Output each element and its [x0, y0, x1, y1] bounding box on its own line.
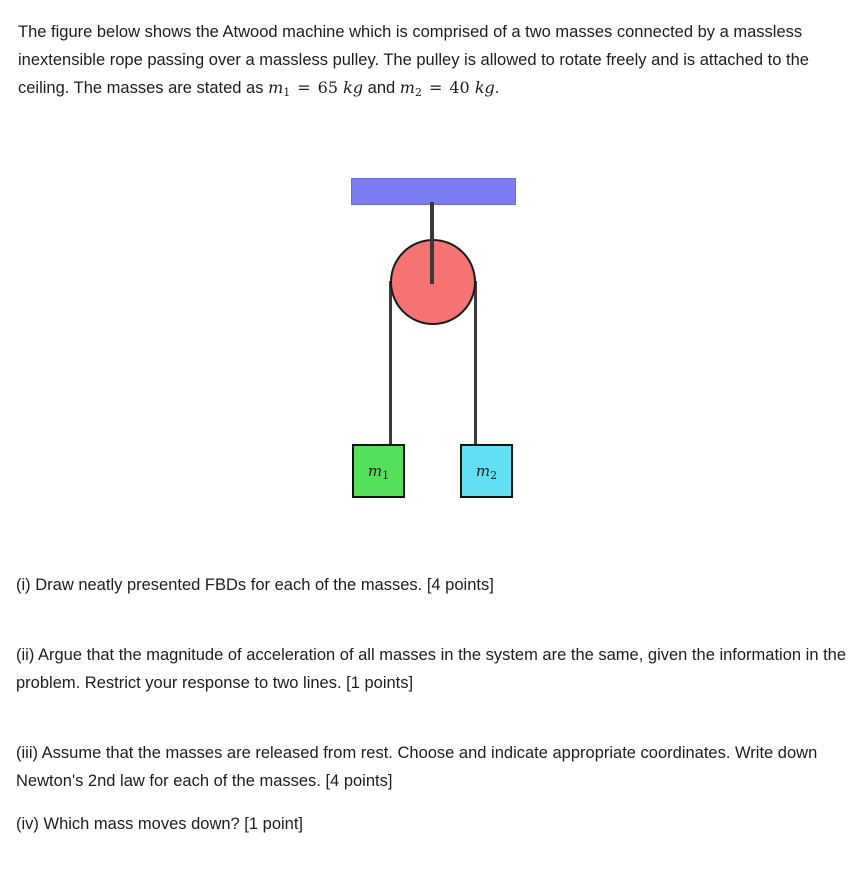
ceiling-bar — [351, 178, 516, 205]
mass-m1-label-symbol: m — [367, 462, 383, 480]
m2-symbol: m — [399, 78, 415, 97]
sentence-period: . — [494, 79, 500, 97]
question-iv: (iv) Which mass moves down? [1 point] — [16, 815, 304, 833]
rope-left-segment — [389, 281, 392, 446]
m1-subscript: 1 — [283, 86, 291, 99]
m2-unit: kg — [474, 78, 495, 97]
m2-equals-sign: = — [428, 78, 443, 97]
m1-equals-sign: = — [297, 78, 311, 97]
rope-right-segment — [474, 281, 477, 446]
question-iii: (iii) Assume that the masses are released from rest. Choose and indicate appropriate coordinates. Write down Newton's 2nd law for each of the masses. [4 points] — [16, 744, 818, 790]
question-i: (i) Draw neatly presented FBDs for each of the masses. [4 points] — [16, 576, 494, 594]
mass-m1-label — [368, 462, 389, 480]
mass-m2-label-subscript: 2 — [490, 469, 498, 482]
mass-m2-label-symbol: m — [475, 462, 491, 480]
pulley-support-rod — [430, 202, 434, 284]
mass-m2-label — [476, 462, 497, 480]
intro-text: The figure below shows the Atwood machine which is comprised of a two masses connected by a massless inextensible rope passing over a massless pulley. The pulley is allowed to rotate freely and is attached to the ceiling. The masses are stated as — [18, 23, 809, 97]
m2-subscript: 2 — [414, 86, 422, 99]
m1-symbol: m — [268, 78, 284, 97]
question-ii: (ii) Argue that the magnitude of acceleration of all masses in the system are the same, given the information in the problem. Restrict your response to two lines. [1 points] — [16, 646, 847, 692]
mass-m1-box — [352, 444, 405, 498]
m1-unit: kg — [343, 78, 364, 97]
conjunction-text: and — [367, 79, 396, 97]
m1-value: 65 — [317, 78, 339, 97]
mass-m2-box — [460, 444, 513, 498]
mass-m1-label-subscript: 1 — [382, 469, 390, 482]
m2-value: 40 — [449, 78, 470, 97]
